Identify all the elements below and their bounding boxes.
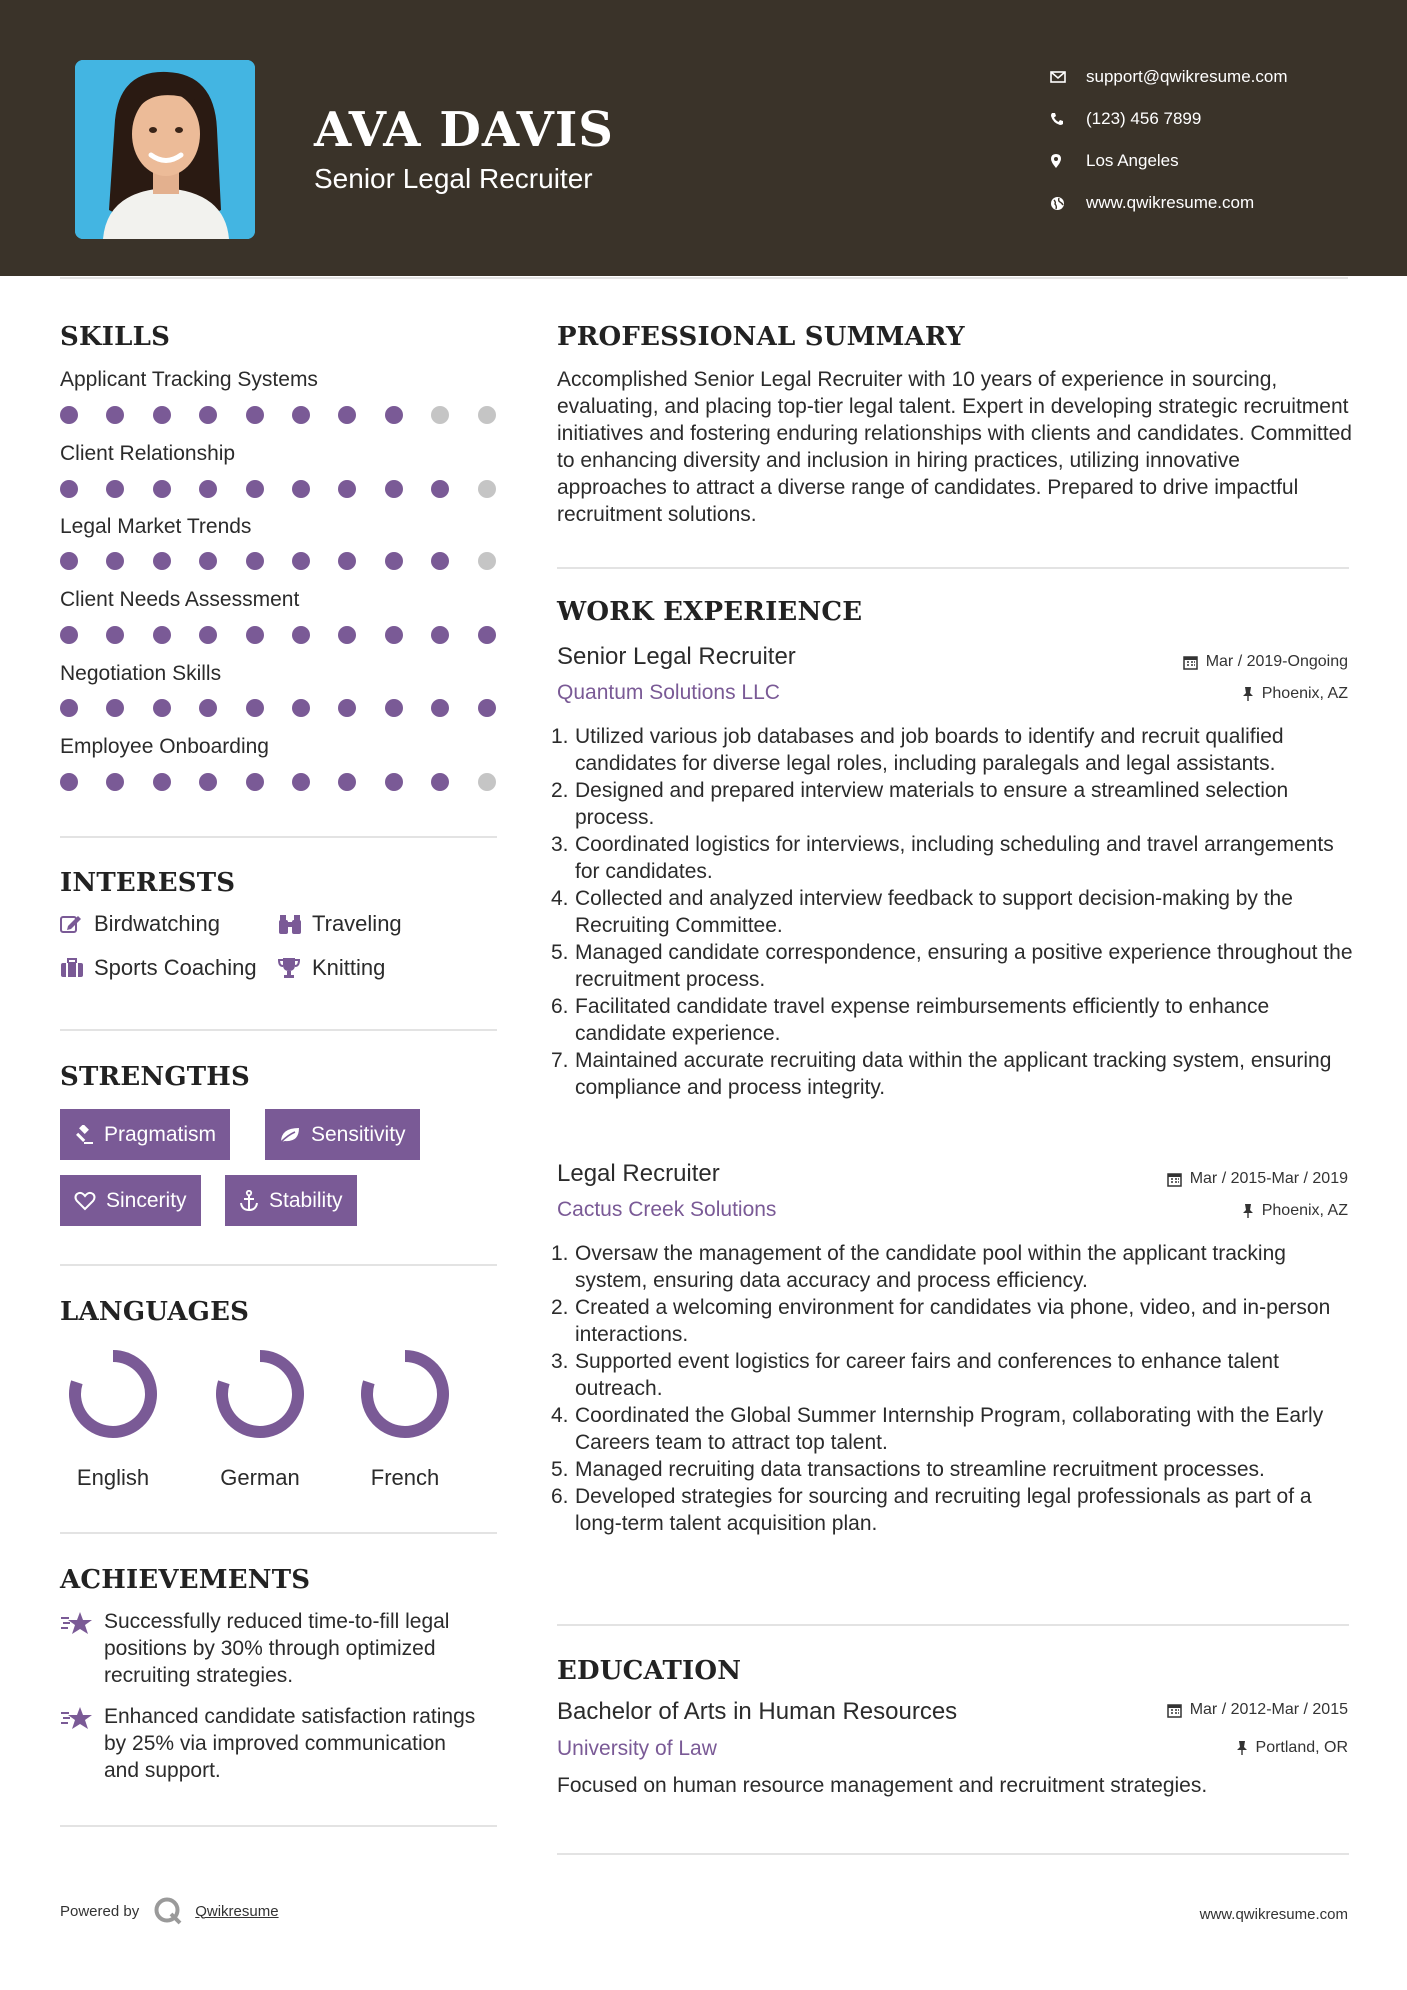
interest-label: Traveling — [312, 911, 402, 936]
duty-text: Developed strategies for sourcing and recruiting legal professionals as part of a long-term talent acquisition plan. — [575, 1485, 1312, 1535]
contact-location — [1050, 140, 1288, 182]
job-dates — [1183, 653, 1348, 671]
skill-dot-filled — [292, 480, 310, 498]
language-item — [48, 1345, 178, 1491]
achievement-text: Successfully reduced time-to-fill legal positions by 30% through optimized recruiting strategies. — [104, 1610, 450, 1687]
resume-header — [0, 0, 1407, 276]
language-proficiency-arc — [222, 1356, 298, 1432]
skill-dot-filled — [246, 699, 264, 717]
shooting-star-icon — [60, 1608, 104, 1689]
skill-name: Employee Onboarding — [60, 735, 269, 758]
skill-name: Client Needs Assessment — [60, 588, 300, 611]
language-proficiency-arc — [367, 1356, 443, 1432]
skill-name: Negotiation Skills — [60, 662, 222, 685]
map-pin-icon — [1050, 153, 1086, 169]
language-item — [340, 1345, 470, 1491]
interest-label: Knitting — [312, 955, 386, 980]
strength-label: Pragmatism — [104, 1122, 217, 1146]
skill-dot-filled — [106, 552, 124, 570]
skill-dot-filled — [431, 699, 449, 717]
skill-name: Applicant Tracking Systems — [60, 368, 318, 391]
skill-dot-filled — [385, 480, 403, 498]
job-dates-text: Mar / 2015-Mar / 2019 — [1189, 1170, 1348, 1187]
language-item — [195, 1345, 325, 1491]
skill-dot-filled — [431, 626, 449, 644]
contact-website[interactable] — [1050, 182, 1288, 224]
skill-dot-filled — [246, 406, 264, 424]
candidate-name: AVA DAVIS — [314, 102, 614, 158]
education-location-text: Portland, OR — [1255, 1739, 1348, 1756]
contact-phone-text: (123) 456 7899 — [1086, 109, 1202, 128]
pushpin-icon — [1236, 1740, 1248, 1756]
skill-dot-filled — [60, 480, 78, 498]
strengths-heading: STRENGTHS — [60, 1062, 251, 1092]
strength-label: Stability — [269, 1188, 343, 1212]
gavel-icon — [74, 1125, 94, 1145]
skill-dot-filled — [431, 552, 449, 570]
skill-dot-filled — [153, 406, 171, 424]
interests-heading: INTERESTS — [60, 868, 236, 898]
qwikresume-logo-icon — [153, 1896, 183, 1926]
skill-dot-filled — [60, 552, 78, 570]
skill-dot-filled — [199, 480, 217, 498]
section-divider — [557, 567, 1349, 569]
duty-item: 3. Supported event logistics for career fairs and conferences to enhance talent outreach. — [551, 1350, 1279, 1400]
duty-text: Coordinated logistics for interviews, including scheduling and travel arrangements for candidates. — [575, 833, 1334, 883]
skill-dot-filled — [246, 552, 264, 570]
skill-dot-filled — [246, 773, 264, 791]
skill-dot-filled — [60, 406, 78, 424]
skill-dot-filled — [199, 406, 217, 424]
duty-item: 6. Developed strategies for sourcing and recruiting legal professionals as part of a long-term talent acquisition plan. — [551, 1485, 1312, 1535]
language-proficiency-ring — [356, 1345, 454, 1443]
skill-dot-filled — [153, 699, 171, 717]
skill-dot-empty — [478, 773, 496, 791]
suitcase-icon — [60, 958, 94, 978]
duty-item: 1. Oversaw the management of the candidate pool within the applicant tracking system, ensuring data accuracy and process efficiency. — [551, 1242, 1286, 1292]
skill-name: Legal Market Trends — [60, 515, 252, 538]
achievements-heading: ACHIEVEMENTS — [60, 1565, 311, 1595]
pushpin-icon — [1242, 686, 1254, 702]
skill-dot-empty — [478, 480, 496, 498]
footer-powered-by — [60, 1896, 279, 1926]
skill-rating — [60, 626, 500, 644]
skill-dot-filled — [106, 773, 124, 791]
summary-heading: PROFESSIONAL SUMMARY — [557, 322, 965, 352]
skill-dot-filled — [385, 626, 403, 644]
skill-dot-filled — [338, 406, 356, 424]
education-dates-text: Mar / 2012-Mar / 2015 — [1189, 1701, 1348, 1718]
duty-item: 4. Collected and analyzed interview feedback to support decision-making by the Recruiting Committee. — [551, 887, 1293, 937]
company-name: Cactus Creek Solutions — [557, 1198, 777, 1221]
duty-item: 6. Facilitated candidate travel expense reimbursements efficiently to enhance candidate experience. — [551, 995, 1270, 1045]
job-duties-list — [553, 1240, 1353, 1537]
skill-dot-filled — [199, 699, 217, 717]
duty-text: Designed and prepared interview materials to ensure a streamlined selection process. — [575, 779, 1289, 829]
job-dates-text: Mar / 2019-Ongoing — [1205, 653, 1348, 670]
pushpin-icon — [1242, 1203, 1254, 1219]
leaf-icon — [279, 1126, 301, 1144]
profile-photo — [75, 60, 255, 239]
duty-text: Coordinated the Global Summer Internship Program, collaborating with the Early Careers team to attract top talent. — [575, 1404, 1324, 1454]
strength-tag — [225, 1175, 357, 1226]
duty-text: Managed recruiting data transactions to streamline recruitment processes. — [575, 1458, 1265, 1481]
skill-dot-filled — [292, 406, 310, 424]
contact-website-text: www.qwikresume.com — [1086, 193, 1255, 212]
section-divider — [60, 1029, 497, 1031]
strength-label: Sincerity — [106, 1188, 187, 1212]
language-label: French — [370, 1465, 440, 1490]
experience-heading: WORK EXPERIENCE — [557, 597, 863, 627]
duty-item: 1. Utilized various job databases and job boards to identify and recruit qualified candidates for diverse legal roles, including paralegals and legal assistants. — [551, 725, 1284, 775]
phone-icon — [1050, 112, 1086, 126]
anchor-icon — [239, 1190, 259, 1212]
job-location — [1242, 1202, 1348, 1220]
skill-dot-filled — [153, 626, 171, 644]
candidate-title: Senior Legal Recruiter — [314, 163, 593, 194]
section-divider — [60, 1264, 497, 1266]
duty-item: 4. Coordinated the Global Summer Internship Program, collaborating with the Early Careers team to attract top talent. — [551, 1404, 1324, 1454]
language-proficiency-ring — [64, 1345, 162, 1443]
powered-by-text: Powered by — [60, 1902, 140, 1920]
skill-rating — [60, 699, 500, 717]
skill-dot-filled — [431, 480, 449, 498]
footer-website[interactable]: www.qwikresume.com — [1199, 1906, 1348, 1923]
language-label: English — [76, 1465, 150, 1490]
section-divider — [557, 1853, 1349, 1855]
language-label: German — [220, 1465, 300, 1490]
skill-rating — [60, 406, 500, 424]
skill-dot-filled — [385, 699, 403, 717]
skill-dot-empty — [478, 406, 496, 424]
duty-item: 2. Created a welcoming environment for candidates via phone, video, and in-person interactions. — [551, 1296, 1331, 1346]
duty-text: Facilitated candidate travel expense reimbursements efficiently to enhance candidate experience. — [575, 995, 1270, 1045]
contact-list — [1050, 56, 1288, 224]
duty-text: Oversaw the management of the candidate pool within the applicant tracking system, ensuring data accuracy and process efficiency. — [575, 1242, 1286, 1292]
education-dates — [1167, 1701, 1348, 1719]
section-divider — [60, 1532, 497, 1534]
languages-heading: LANGUAGES — [60, 1297, 250, 1327]
duty-text: Managed candidate correspondence, ensuring a positive experience throughout the recruitment process. — [575, 941, 1353, 991]
calendar-icon — [1167, 1172, 1182, 1187]
skill-dot-filled — [246, 626, 264, 644]
qwikresume-link[interactable]: Qwikresume — [195, 1902, 279, 1920]
skill-dot-filled — [292, 773, 310, 791]
skill-dot-filled — [478, 699, 496, 717]
edit-icon — [60, 914, 94, 934]
skill-dot-filled — [246, 480, 264, 498]
calendar-icon — [1167, 1703, 1182, 1718]
globe-icon — [1050, 196, 1086, 211]
skill-dot-filled — [106, 699, 124, 717]
skill-dot-filled — [478, 626, 496, 644]
shooting-star-icon — [60, 1703, 104, 1784]
binoculars-icon — [278, 913, 312, 935]
duty-text: Collected and analyzed interview feedback to support decision-making by the Recruiting Committee. — [575, 887, 1293, 937]
education-description: Focused on human resource management and recruitment strategies. — [557, 1774, 1208, 1797]
skill-dot-filled — [292, 552, 310, 570]
school-name: University of Law — [557, 1737, 717, 1760]
education-location — [1236, 1739, 1348, 1757]
skill-dot-filled — [60, 773, 78, 791]
skill-dot-filled — [431, 773, 449, 791]
job-duties-list — [553, 723, 1353, 1101]
achievement-item — [60, 1703, 480, 1784]
skill-dot-filled — [292, 626, 310, 644]
duty-text: Created a welcoming environment for candidates via phone, video, and in-person interactions. — [575, 1296, 1331, 1346]
education-heading: EDUCATION — [557, 1656, 742, 1686]
skill-dot-filled — [385, 552, 403, 570]
contact-phone[interactable] — [1050, 98, 1288, 140]
skill-dot-filled — [153, 773, 171, 791]
duty-item: 5. Managed recruiting data transactions to streamline recruitment processes. — [551, 1458, 1265, 1481]
skill-dot-filled — [199, 626, 217, 644]
degree-title: Bachelor of Arts in Human Resources — [557, 1698, 958, 1725]
skill-rating — [60, 480, 500, 498]
company-name: Quantum Solutions LLC — [557, 681, 780, 704]
job-dates — [1167, 1170, 1348, 1188]
achievement-item — [60, 1608, 480, 1689]
contact-email-text: support@qwikresume.com — [1086, 67, 1288, 86]
skill-dot-empty — [478, 552, 496, 570]
duty-text: Maintained accurate recruiting data within the applicant tracking system, ensuring compliance and process integrity. — [575, 1049, 1332, 1099]
skill-dot-filled — [338, 699, 356, 717]
skill-dot-filled — [60, 626, 78, 644]
calendar-icon — [1183, 655, 1198, 670]
skill-dot-filled — [338, 773, 356, 791]
section-divider — [557, 1624, 1349, 1626]
skill-dot-filled — [153, 552, 171, 570]
skill-rating — [60, 773, 500, 791]
job-title: Legal Recruiter — [557, 1160, 720, 1187]
skill-dot-empty — [431, 406, 449, 424]
strength-tag — [60, 1109, 230, 1160]
contact-email[interactable] — [1050, 56, 1288, 98]
section-divider — [60, 836, 497, 838]
strength-tag — [265, 1109, 420, 1160]
skill-dot-filled — [385, 406, 403, 424]
duty-item: 5. Managed candidate correspondence, ensuring a positive experience throughout the recruitment process. — [551, 941, 1353, 991]
duty-item: 2. Designed and prepared interview materials to ensure a streamlined selection process. — [551, 779, 1289, 829]
envelope-icon — [1050, 71, 1086, 83]
skill-dot-filled — [199, 773, 217, 791]
job-location-text: Phoenix, AZ — [1261, 685, 1348, 702]
skill-dot-filled — [199, 552, 217, 570]
duty-item: 7. Maintained accurate recruiting data within the applicant tracking system, ensuring compliance and process integrity. — [551, 1049, 1332, 1099]
strength-tag — [60, 1175, 201, 1226]
interest-item — [60, 911, 220, 937]
skill-name: Client Relationship — [60, 442, 236, 465]
duty-text: Utilized various job databases and job boards to identify and recruit qualified candidates for diverse legal roles, including paralegals and legal assistants. — [575, 725, 1284, 775]
interest-item — [60, 955, 257, 981]
section-divider — [60, 1825, 497, 1827]
skill-dot-filled — [385, 773, 403, 791]
skill-dot-filled — [338, 626, 356, 644]
strength-label: Sensitivity — [311, 1122, 406, 1146]
summary-text: Accomplished Senior Legal Recruiter with 10 years of experience in sourcing, evaluating, and placing top-tier legal talent. Expert in developing strategic recruitment initiatives and fostering enduring relationships with clients and candidates. Committed to enhancing diversity and inclusion in hiring practices, utilizing innovative approaches to attract a diverse range of candidates. Prepared to drive impactful recruitment solutions. — [557, 368, 1352, 526]
interest-label: Sports Coaching — [94, 955, 257, 980]
job-title: Senior Legal Recruiter — [557, 643, 796, 670]
job-location — [1242, 685, 1348, 703]
skill-dot-filled — [292, 699, 310, 717]
skill-dot-filled — [338, 480, 356, 498]
language-proficiency-arc — [75, 1356, 151, 1432]
achievement-text: Enhanced candidate satisfaction ratings by 25% via improved communication and support. — [104, 1705, 476, 1782]
duty-text: Supported event logistics for career fairs and conferences to enhance talent outreach. — [575, 1350, 1279, 1400]
skill-dot-filled — [153, 480, 171, 498]
trophy-icon — [278, 957, 312, 979]
interest-item — [278, 911, 402, 937]
language-proficiency-ring — [211, 1345, 309, 1443]
skill-rating — [60, 552, 500, 570]
header-divider — [60, 277, 1348, 279]
skills-heading: SKILLS — [60, 322, 171, 352]
job-location-text: Phoenix, AZ — [1261, 1202, 1348, 1219]
interest-item — [278, 955, 385, 981]
skill-dot-filled — [60, 699, 78, 717]
skill-dot-filled — [106, 406, 124, 424]
skill-dot-filled — [338, 552, 356, 570]
skill-dot-filled — [106, 626, 124, 644]
duty-item: 3. Coordinated logistics for interviews, including scheduling and travel arrangements for candidates. — [551, 833, 1334, 883]
contact-location-text: Los Angeles — [1086, 151, 1179, 170]
interest-label: Birdwatching — [94, 911, 220, 936]
heart-icon — [74, 1191, 96, 1211]
skill-dot-filled — [106, 480, 124, 498]
